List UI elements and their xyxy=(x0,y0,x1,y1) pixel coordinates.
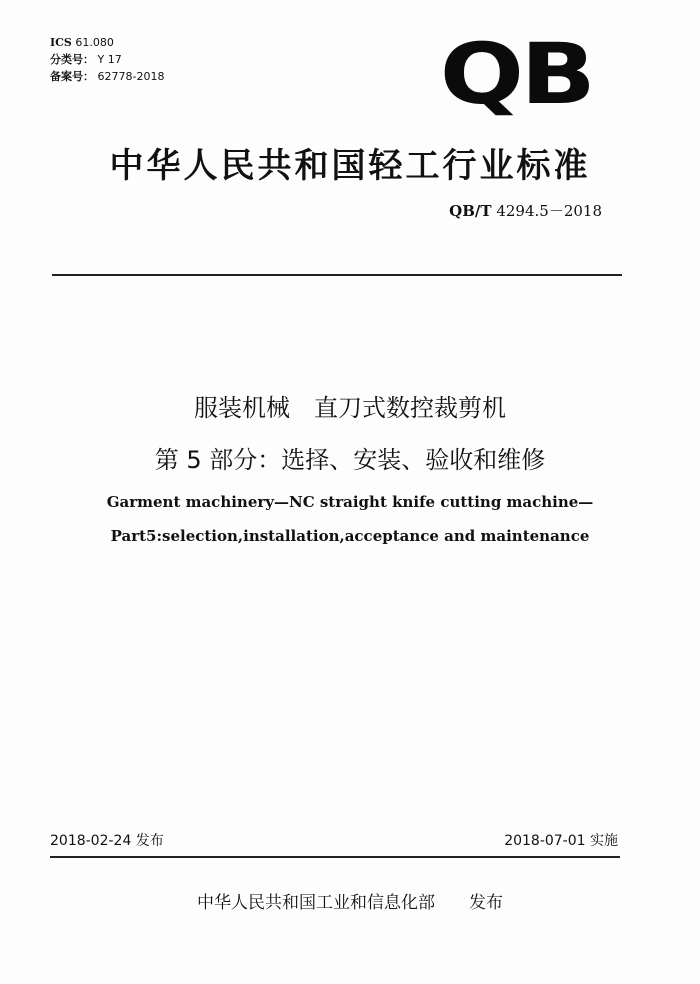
class-row xyxy=(50,51,164,68)
standard-number xyxy=(449,200,602,221)
implement-date: 2018-07-01 实施 xyxy=(504,833,618,849)
title-en-line1: Garment machinery—NC straight knife cutting machine— xyxy=(106,493,594,511)
title-en-line2: Part5:selection,installation,acceptance and maintenance xyxy=(110,527,590,545)
bottom-divider xyxy=(50,856,620,858)
class-value: Y 17 xyxy=(97,53,122,66)
classification-block xyxy=(50,34,164,85)
ics-value: 61.080 xyxy=(75,36,114,49)
issuer: 中华人民共和国工业和信息化部 发布 xyxy=(197,893,503,913)
standard-value: 4294.5－2018 xyxy=(496,202,602,220)
record-value: 62778-2018 xyxy=(97,70,165,83)
class-label: 分类号： xyxy=(50,53,94,66)
ics-label: ICS xyxy=(50,36,72,49)
top-divider xyxy=(52,274,622,276)
ics-row xyxy=(50,34,164,51)
main-title: 中华人民共和国轻工行业标准 xyxy=(109,146,591,186)
standard-prefix: QB/T xyxy=(449,202,492,220)
qb-logo: QB xyxy=(439,25,592,123)
title-cn-line2: 第 5 部分：选择、安装、验收和维修 xyxy=(154,446,546,474)
title-cn-line1: 服装机械 直刀式数控裁剪机 xyxy=(194,394,506,422)
record-row xyxy=(50,68,164,85)
publish-date: 2018-02-24 发布 xyxy=(50,833,164,849)
record-label: 备案号： xyxy=(50,70,94,83)
